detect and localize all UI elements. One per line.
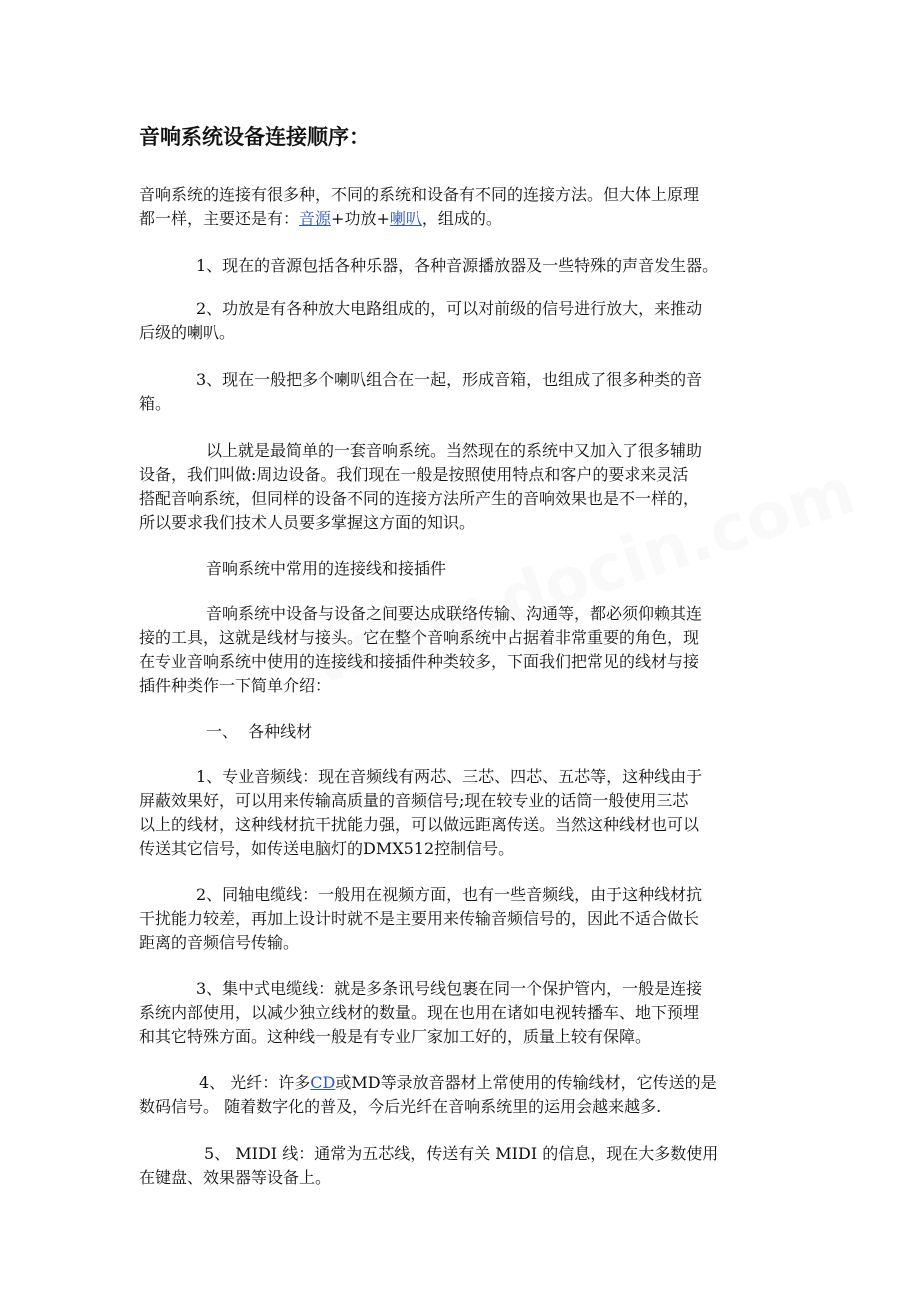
- p8-line-3: 和其它特殊方面。这种线一般是有专业厂家加工好的，质量上较有保障。: [139, 1027, 652, 1046]
- p9-text-a: 4、 光纤：许多: [199, 1073, 311, 1092]
- intro-text-c: ，组成的。: [421, 209, 502, 228]
- p2-line-2: 后级的喇叭。: [139, 323, 236, 342]
- section1-line: 一、 各种线材: [206, 722, 313, 741]
- p6-line-3: 以上的线材，这种线材抗干扰能力强，可以做远距离传送。当然这种线材也可以: [139, 815, 700, 834]
- paragraph-4: [139, 439, 789, 535]
- paragraph-8: [139, 977, 789, 1049]
- paragraph-10: [139, 1142, 789, 1190]
- paragraph-3: [139, 368, 789, 416]
- p4-line-2: 设备，我们叫做:周边设备。我们现在一般是按照使用特点和客户的要求来灵活: [139, 465, 689, 484]
- section-heading-cables: [139, 720, 789, 744]
- p8-line-1: 3、集中式电缆线：就是多条讯号线包裹在同一个保护管内，一般是连接: [196, 979, 703, 998]
- audio-source-link[interactable]: 音源: [299, 209, 332, 228]
- paragraph-7: [139, 883, 789, 955]
- p4-line-3: 搭配音响系统，但同样的设备不同的连接方法所产生的音响效果也是不一样的，: [139, 489, 700, 508]
- p10-line-1: 5、 MIDI 线：通常为五芯线，传送有关 MIDI 的信息，现在大多数使用: [204, 1144, 719, 1163]
- intro-text-a: 都一样，主要还是有：: [139, 209, 300, 228]
- p9-text-b: 或MD等录放音器材上常使用的传输线材，它传送的是: [335, 1073, 717, 1092]
- p7-line-3: 距离的音频信号传输。: [139, 933, 300, 952]
- intro-text-b: +功放+: [331, 209, 390, 228]
- p9-line-1: [139, 1071, 789, 1095]
- p3-line-2: 箱。: [139, 394, 172, 413]
- p6-line-2: 屏蔽效果好，可以用来传输高质量的音频信号;现在较专业的话筒一般使用三芯: [139, 791, 689, 810]
- p6-line-1: 1、专业音频线：现在音频线有两芯、三芯、四芯、五芯等，这种线由于: [196, 767, 703, 786]
- paragraph-6: [139, 765, 789, 861]
- p1-line-1: 1、现在的音源包括各种乐器，各种音源播放器及一些特殊的声音发生器。: [196, 256, 719, 275]
- paragraph-5: [139, 602, 789, 698]
- cd-link[interactable]: CD: [310, 1073, 336, 1092]
- p3-line-1: 3、现在一般把多个喇叭组合在一起，形成音箱，也组成了很多种类的音: [196, 370, 703, 389]
- p10-line-2: 在键盘、效果器等设备上。: [139, 1168, 332, 1187]
- paragraph-9: [139, 1071, 789, 1119]
- p5-line-2: 接的工具，这就是线材与接头。它在整个音响系统中占据着非常重要的角色，现: [139, 628, 700, 647]
- intro-line-1: 音响系统的连接有很多种，不同的系统和设备有不同的连接方法。但大体上原理: [139, 185, 700, 204]
- p5-line-1: 音响系统中设备与设备之间要达成联络传输、沟通等，都必须仰赖其连: [206, 604, 703, 623]
- p9-line-2: 数码信号。 随着数字化的普及，今后光纤在音响系统里的运用会越来越多.: [139, 1097, 662, 1116]
- speaker-link[interactable]: 喇叭: [389, 209, 422, 228]
- page-title: 音响系统设备连接顺序：: [139, 125, 370, 149]
- p6-line-4: 传送其它信号，如传送电脑灯的DMX512控制信号。: [139, 839, 515, 858]
- p2-line-1: 2、功放是有各种放大电路组成的，可以对前级的信号进行放大，来推动: [196, 299, 703, 318]
- heading2-line: 音响系统中常用的连接线和接插件: [206, 559, 447, 578]
- p4-line-1: 以上就是最简单的一套音响系统。当然现在的系统中又加入了很多辅助: [206, 441, 703, 460]
- section-heading-connectors: [139, 557, 789, 581]
- p8-line-2: 系统内部使用，以减少独立线材的数量。现在也用在诸如电视转播车、地下预埋: [139, 1003, 700, 1022]
- p7-line-1: 2、同轴电缆线：一般用在视频方面，也有一些音频线，由于这种线材抗: [196, 885, 703, 904]
- p5-line-3: 在专业音响系统中使用的连接线和接插件种类较多，下面我们把常见的线材与接: [139, 652, 700, 671]
- intro-line-2: [139, 207, 789, 231]
- p7-line-2: 干扰能力较差，再加上设计时就不是主要用来传输音频信号的，因此不适合做长: [139, 909, 700, 928]
- paragraph-1: [139, 254, 789, 278]
- p5-line-4: 插件种类作一下简单介绍：: [139, 676, 332, 695]
- paragraph-2: [139, 297, 789, 345]
- p4-line-4: 所以要求我们技术人员要多掌握这方面的知识。: [139, 513, 476, 532]
- intro-paragraph: [139, 183, 789, 231]
